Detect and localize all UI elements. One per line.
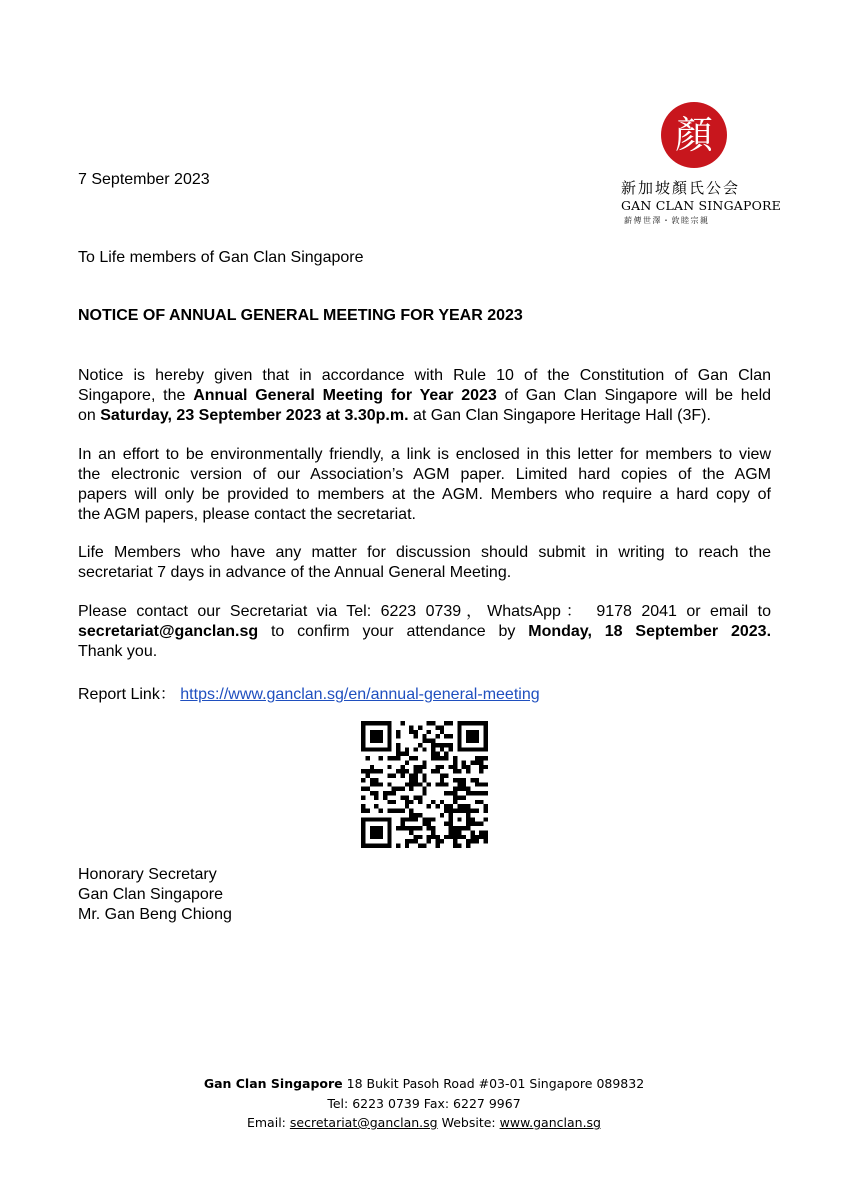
signature-title: Honorary Secretary — [78, 866, 217, 883]
paragraph-line: the AGM papers, please contact the secretariat. — [78, 506, 416, 523]
clan-motto: 薪傳世澤・敦睦宗親 — [624, 216, 710, 225]
footer-address-line — [0, 1074, 848, 1094]
paragraph-line: secretariat 7 days in advance of the Annual General Meeting. — [78, 564, 512, 581]
paragraph-line: Please contact our Secretariat via Tel: 6223 0739，WhatsApp： 9178 2041 or email to — [78, 603, 771, 620]
clan-seal-logo — [661, 102, 727, 168]
paragraph-line: Notice is hereby given that in accordance with Rule 10 of the Constitution of Gan Clan — [78, 367, 771, 384]
letter-date: 7 September 2023 — [78, 171, 210, 188]
paragraph-contact — [78, 602, 771, 662]
paragraph-line: Thank you. — [78, 643, 158, 660]
footer-phones: Tel: 6223 0739 Fax: 6227 9967 — [327, 1096, 521, 1111]
paragraph-environment — [78, 445, 771, 525]
secretariat-email[interactable]: secretariat@ganclan.sg — [78, 623, 259, 640]
recipient-line: To Life members of Gan Clan Singapore — [78, 249, 364, 266]
footer-org-name: Gan Clan Singapore — [203, 1076, 343, 1091]
notice-heading: NOTICE OF ANNUAL GENERAL MEETING FOR YEAR 2023 — [78, 307, 523, 324]
clan-chinese-name: 新加坡顏氏公会 — [621, 179, 741, 197]
signature-name: Mr. Gan Beng Chiong — [78, 906, 232, 923]
paragraph-line: the electronic version of our Association’s AGM paper. Limited hard copies of the AGM — [78, 466, 771, 483]
paragraph-line: secretariat@ganclan.sg to confirm your attendance by Monday, 18 September 2023. — [78, 623, 772, 640]
paragraph-notice — [78, 366, 771, 426]
report-link-label: Report Link： — [78, 686, 176, 703]
paragraph-line: on Saturday, 23 September 2023 at 3.30p.m. at Gan Clan Singapore Heritage Hall (3F). — [78, 407, 711, 424]
paragraph-line: Life Members who have any matter for discussion should submit in writing to reach the — [78, 544, 771, 561]
footer-address: 18 Bukit Pasoh Road #03-01 Singapore 089832 — [346, 1076, 645, 1091]
paragraph-line: In an effort to be environmentally friendly, a link is enclosed in this letter for members to view — [78, 446, 771, 463]
footer-website-link[interactable]: www.ganclan.sg — [499, 1115, 601, 1130]
report-link[interactable]: https://www.ganclan.sg/en/annual-general-meeting — [180, 686, 540, 703]
seal-character: 顏 — [674, 113, 714, 157]
clan-english-name: GAN CLAN SINGAPORE — [621, 198, 781, 213]
qr-code-image[interactable] — [361, 721, 488, 848]
paragraph-line: papers will only be provided to members at the AGM. Members who require a hard copy of — [78, 486, 771, 503]
signature-org: Gan Clan Singapore — [78, 886, 223, 903]
footer-contact-line: Email: secretariat@ganclan.sg Website: www.ganclan.sg — [246, 1115, 601, 1130]
report-link-row — [78, 685, 540, 705]
paragraph-line: Singapore, the Annual General Meeting for Year 2023 of Gan Clan Singapore will be held — [78, 387, 772, 404]
paragraph-discussion — [78, 543, 771, 583]
footer-email-link[interactable]: secretariat@ganclan.sg — [289, 1115, 438, 1130]
